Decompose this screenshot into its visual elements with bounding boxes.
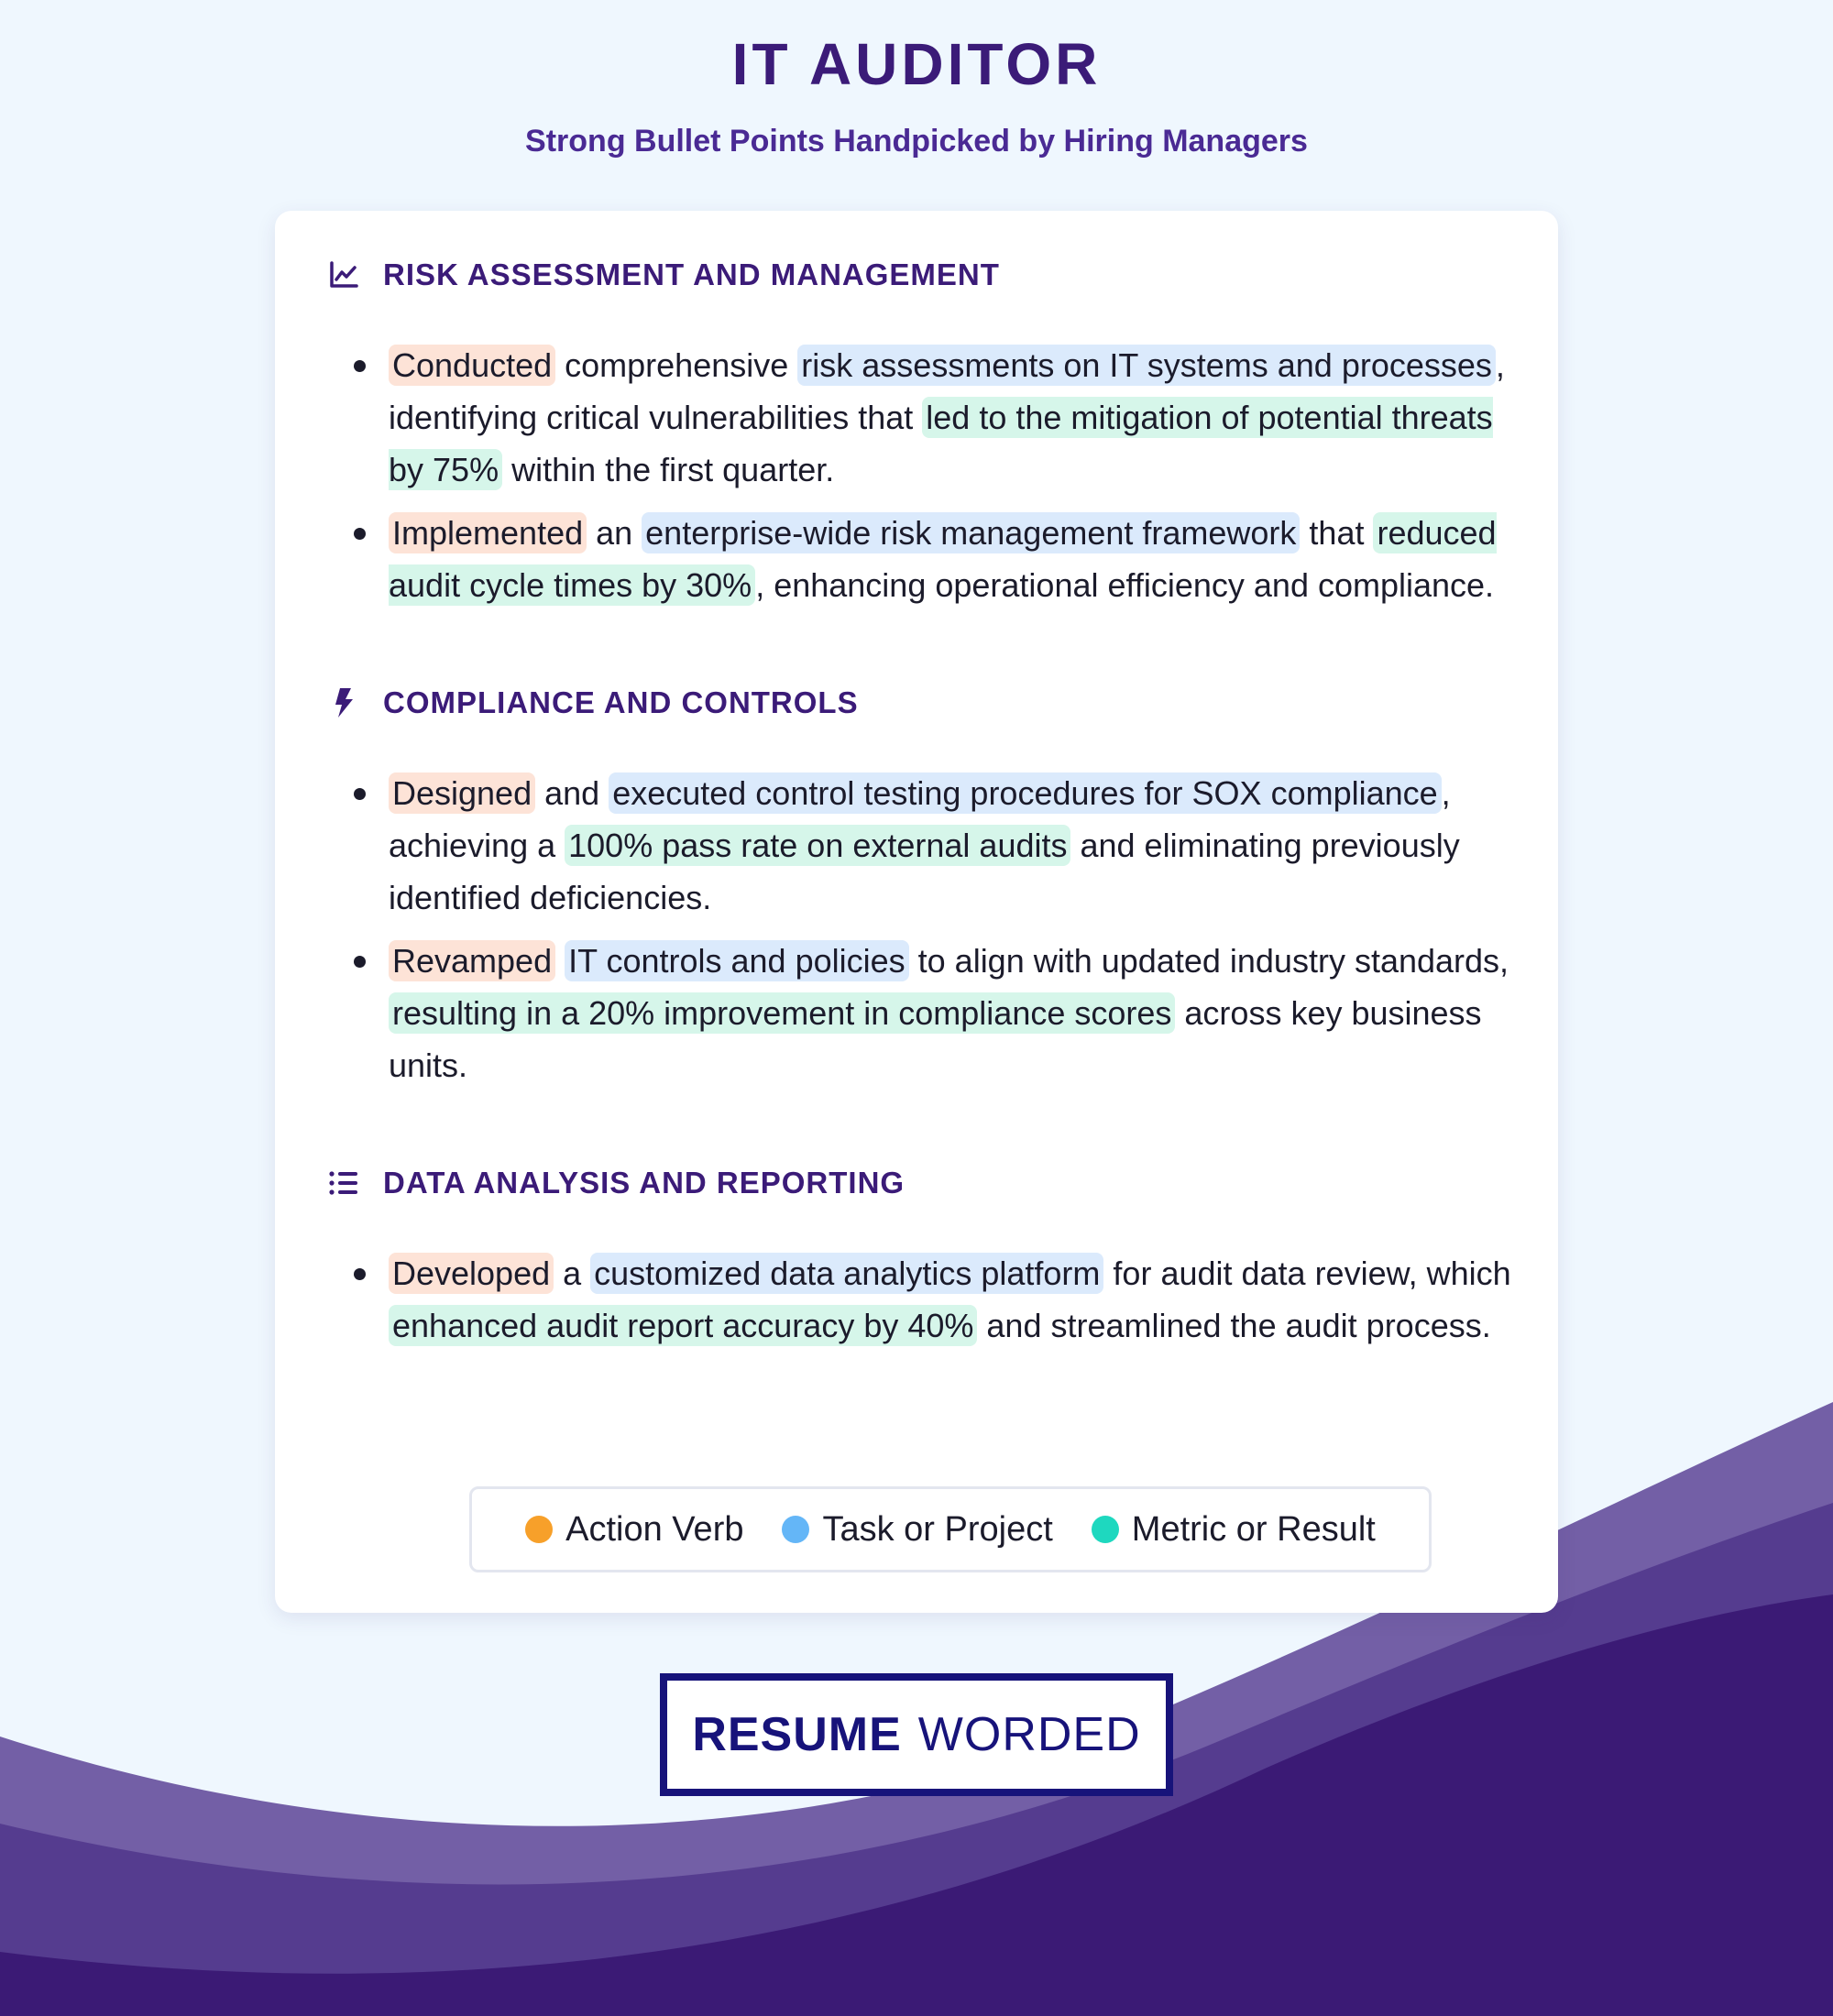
section-title: DATA ANALYSIS AND REPORTING [383,1166,906,1200]
action-verb-highlight: Designed [389,772,535,814]
task-highlight: IT controls and policies [565,940,909,981]
action-verb-highlight: Developed [389,1253,554,1294]
line-chart-icon [328,259,359,290]
bullet-text: for audit data review, which [1103,1255,1511,1292]
page-title: IT AUDITOR [731,31,1102,97]
bullet-point [328,339,1531,496]
action-verb-dot-icon [525,1516,553,1543]
bullet-points-card [275,211,1558,1613]
bullet-point [328,507,1531,611]
sections-container [328,247,1531,1352]
bullet-point [328,1247,1531,1352]
task-highlight: executed control testing procedures for SOX compliance [609,772,1441,814]
bullet-text: , achieving a [389,774,1451,864]
task-highlight: customized data analytics platform [590,1253,1103,1294]
metric-dot-icon [1092,1516,1119,1543]
task-highlight: enterprise-wide risk management framework [642,512,1300,553]
metric-highlight: led to the mitigation of potential threats by 75% [389,399,1493,488]
metric-highlight: reduced audit cycle times by 30% [389,514,1497,604]
action-verb-highlight: Implemented [389,512,587,553]
bullet-text: to align with updated industry standards, [908,942,1509,980]
list-icon [328,1167,359,1199]
metric-highlight: enhanced audit report accuracy by 40% [389,1305,977,1346]
bullet-text: and streamlined the audit process. [977,1307,1491,1344]
bullet-text: an [587,514,642,552]
bullet-text: , identifying critical vulnerabilities that [389,346,1505,436]
bullet-text: comprehensive [555,346,798,384]
section-title: RISK ASSESSMENT AND MANAGEMENT [383,257,1000,291]
action-verb-highlight: Revamped [389,940,555,981]
bullet-list [328,767,1531,1091]
section-risk-assessment-and-management [328,247,1531,611]
bullet-list [328,1247,1531,1352]
task-highlight: risk assessments on IT systems and processes [797,345,1496,386]
page-subtitle: Strong Bullet Points Handpicked by Hiring Managers [525,124,1308,159]
metric-highlight: 100% pass rate on external audits [565,825,1070,866]
bullet-text: within the first quarter. [502,451,835,488]
bullet-text: and eliminating previously identified deficiencies. [389,827,1460,916]
legend-label: Action Verb [565,1509,744,1549]
section-data-analysis-and-reporting [328,1156,1531,1352]
action-verb-highlight: Conducted [389,345,555,386]
bullet-text: and [535,774,609,812]
lightning-bolt-icon [328,687,359,718]
section-compliance-and-controls [328,675,1531,1091]
section-heading [328,675,1531,730]
legend-label: Task or Project [822,1509,1053,1549]
highlight-legend [469,1486,1432,1572]
task-dot-icon [782,1516,809,1543]
legend-item-task-or-project [782,1510,1052,1550]
legend-item-metric-or-result [1092,1510,1376,1550]
bullet-list [328,339,1531,611]
logo-regular-text: WORDED [917,1708,1141,1761]
resume-worded-logo[interactable] [660,1673,1173,1796]
section-heading [328,1156,1531,1211]
page-header [0,27,1833,161]
bullet-text [555,942,565,980]
bullet-point [328,935,1531,1091]
bullet-text: across key business units. [389,994,1482,1084]
metric-highlight: resulting in a 20% improvement in compliance scores [389,992,1175,1034]
bullet-text: a [554,1255,591,1292]
legend-item-action-verb [525,1510,743,1550]
bullet-text: , enhancing operational efficiency and compliance. [755,566,1495,604]
legend-label: Metric or Result [1131,1509,1376,1549]
section-title: COMPLIANCE AND CONTROLS [383,685,859,719]
bullet-text: that [1300,514,1374,552]
section-heading [328,247,1531,302]
logo-bold-text: RESUME [692,1708,902,1761]
bullet-point [328,767,1531,924]
